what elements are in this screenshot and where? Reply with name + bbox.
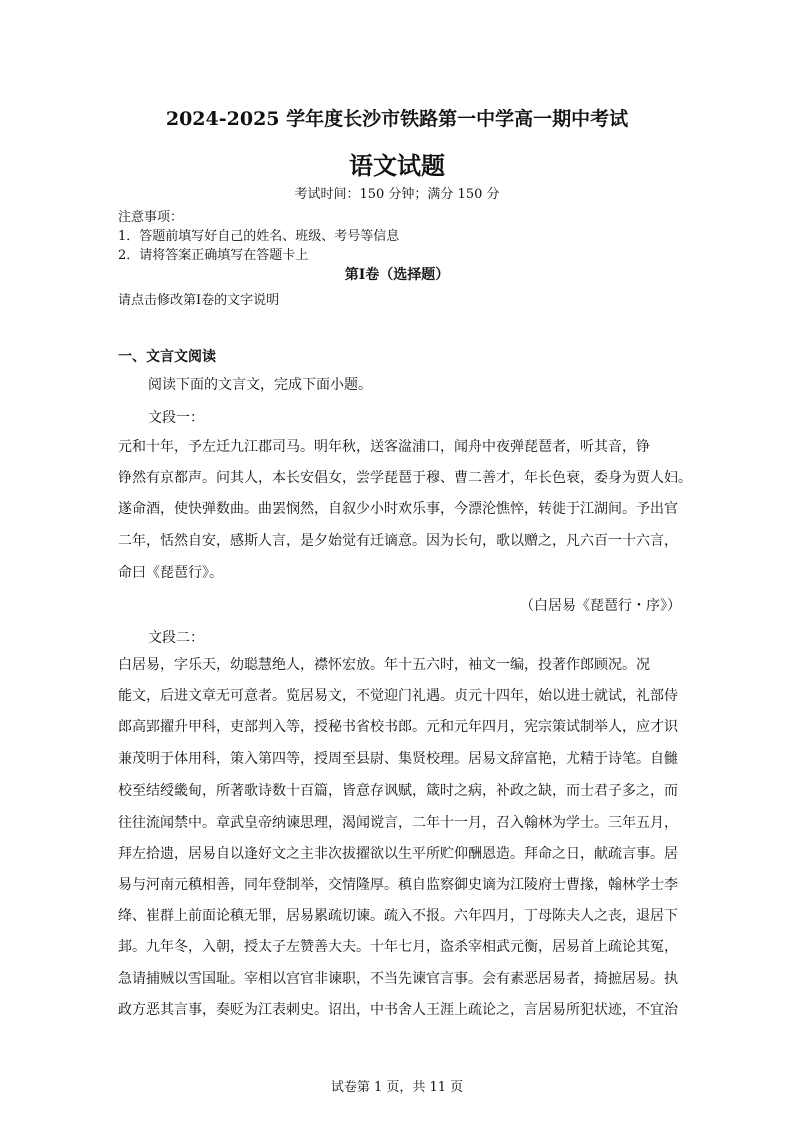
passage1-credit: （白居易《琵琶行・序》） xyxy=(520,598,681,614)
part-title: 第Ⅰ卷（选择题） xyxy=(344,267,450,283)
passage2-line: 能文，后进文章无可意者。览居易文，不觉迎门礼遇。贞元十四年，始以进士就试，礼部侍 xyxy=(118,688,678,704)
passage2-line: 往往流闻禁中。章武皇帝纳谏思理，渴闻谠言，二年十一月，召入翰林为学士。三年五月， xyxy=(118,815,678,831)
page-footer: 试卷第 1 页，共 11 页 xyxy=(330,1080,464,1095)
subject-title: 语文试题 xyxy=(349,151,445,180)
passage2-line: 校至结绶畿甸，所著歌诗数十百篇，皆意存讽赋，箴时之病，补政之缺，而士君子多之，而 xyxy=(118,783,678,799)
passage1-line: 遂命酒，使快弹数曲。曲罢悯然，自叙少小时欢乐事，今漂沦憔悴，转徙于江湖间。予出官 xyxy=(118,501,678,517)
notes-item-2: 2．请将答案正确填写在答题卡上 xyxy=(118,248,309,263)
part-instruction[interactable]: 请点击修改第Ⅰ卷的文字说明 xyxy=(118,293,280,308)
passage1-line: 命曰《琵琶行》。 xyxy=(118,565,223,581)
passage1-line: 元和十年，予左迁九江郡司马。明年秋，送客湓浦口，闻舟中夜弹琵琶者，听其音，铮 xyxy=(118,439,650,455)
notes-heading: 注意事项： xyxy=(118,210,184,225)
exam-title: 2024-2025 学年度长沙市铁路第一中学高一期中考试 xyxy=(165,108,629,130)
passage2-label: 文段二： xyxy=(148,630,204,646)
passage1-label: 文段一： xyxy=(148,410,204,426)
section-heading: 一、文言文阅读 xyxy=(118,349,216,365)
passage2-line: 邽。九年冬，入朝，授太子左赞善大夫。十年七月，盗杀宰相武元衡，居易首上疏论其冤， xyxy=(118,939,678,955)
passage2-line: 拜左拾遗，居易自以逢好文之主非次拔擢欲以生平所贮仰酬恩造。拜命之日，献疏言事。居 xyxy=(118,846,678,862)
passage2-line: 绛、崔群上前面论稹无罪，居易累疏切谏。疏入不报。六年四月，丁母陈夫人之丧，退居下 xyxy=(118,908,678,924)
section-intro: 阅读下面的文言文，完成下面小题。 xyxy=(148,377,372,393)
passage2-line: 白居易，字乐天，幼聪慧绝人，襟怀宏放。年十五六时，袖文一编，投著作郎顾况。况 xyxy=(118,657,650,673)
passage2-line: 易与河南元稹相善，同年登制举，交情隆厚。稹自监察御史谪为江陵府士曹掾，翰林学士李 xyxy=(118,877,678,893)
passage2-line: 郎高郢擢升甲科，吏部判入等，授秘书省校书郎。元和元年四月，宪宗策试制举人，应才识 xyxy=(118,719,678,735)
exam-meta: 考试时间：150 分钟；满分 150 分 xyxy=(294,187,500,202)
passage1-line: 铮然有京都声。问其人，本长安倡女，尝学琵琶于穆、曹二善才，年长色衰，委身为贾人妇。 xyxy=(118,470,692,486)
passage2-line: 政方恶其言事，奏贬为江表刺史。诏出，中书舍人王涯上疏论之，言居易所犯状迹，不宜治 xyxy=(118,1002,678,1018)
passage2-line: 兼茂明于体用科，策入第四等，授周至县尉、集贤校理。居易文辞富艳，尤精于诗笔。自雠 xyxy=(118,751,678,767)
notes-item-1: 1．答题前填写好自己的姓名、班级、考号等信息 xyxy=(118,229,400,244)
passage2-line: 急请捕贼以雪国耻。宰相以宫官非谏职，不当先谏官言事。会有素恶居易者，掎摭居易。执 xyxy=(118,971,678,987)
passage1-line: 二年，恬然自安，感斯人言，是夕始觉有迁谪意。因为长句，歌以赠之，凡六百一十六言， xyxy=(118,533,678,549)
